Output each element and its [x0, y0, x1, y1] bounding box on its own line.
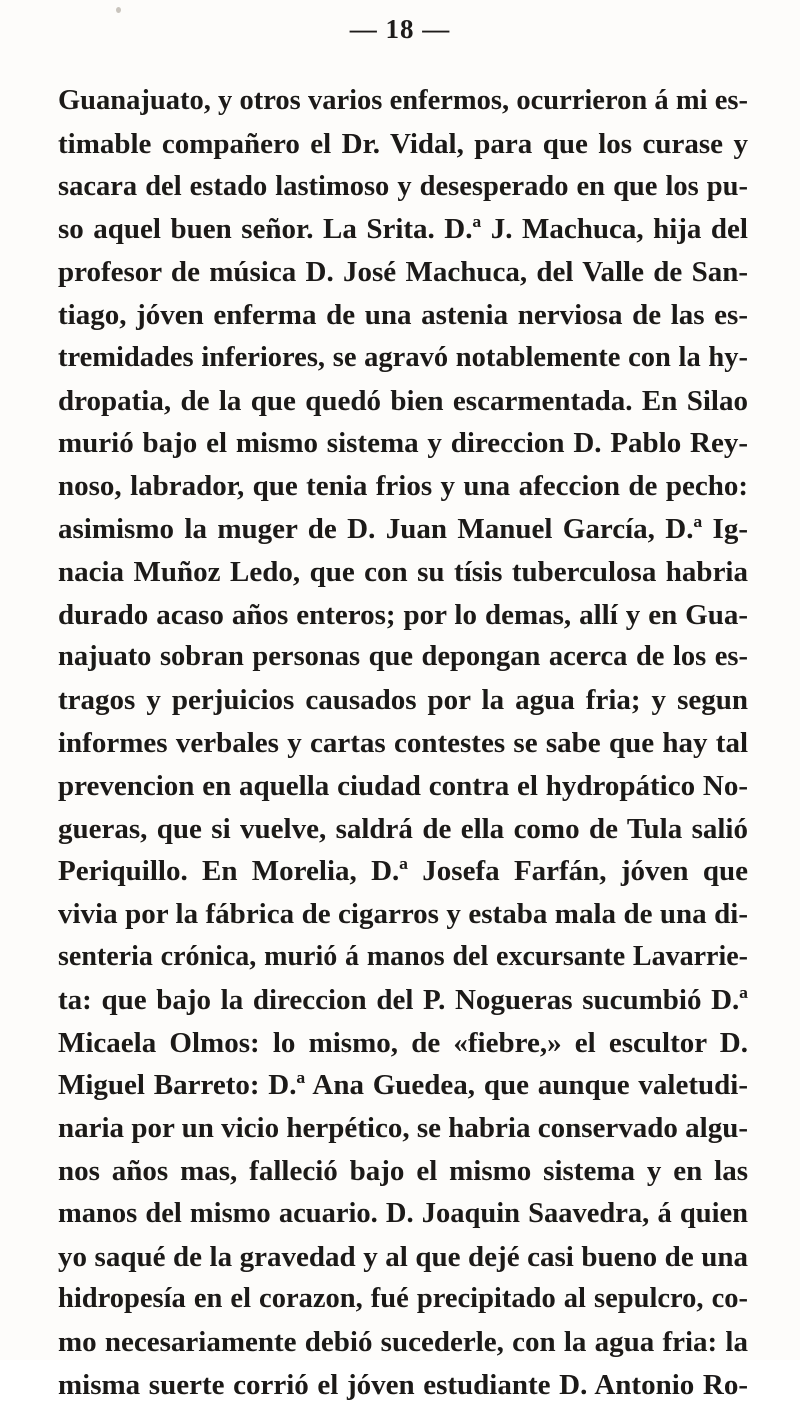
text-line: nacia Muñoz Ledo, que con su tísis tuberculosa habria — [58, 555, 748, 588]
text-line: hidropesía en el corazon, fué precipitado al sepulcro, co- — [58, 1283, 748, 1315]
text-line: mo necesariamente debió sucederle, con la agua fria: la — [58, 1326, 748, 1359]
text-line: Micaela Olmos: lo mismo, de «fiebre,» el escultor D. — [58, 1026, 748, 1059]
text-line: durado acaso años enteros; por lo demas, allí y en Gua- — [58, 598, 748, 631]
text-line: informes verbales y cartas contestes se sabe que hay tal — [58, 726, 748, 759]
text-line: ta: que bajo la direccion del P. Nogueras sucumbió D.ª — [58, 983, 748, 1016]
text-line: Miguel Barreto: D.ª Ana Guedea, que aunque valetudi- — [58, 1069, 748, 1102]
text-line: tragos y perjuicios causados por la agua fria; y segun — [58, 684, 748, 717]
text-line: manos del mismo acuario. D. Joaquin Saavedra, á quien — [58, 1197, 748, 1229]
text-line: dropatia, de la que quedó bien escarmentada. En Silao — [58, 384, 748, 417]
text-line: yo saqué de la gravedad y al que dejé casi bueno de una — [58, 1240, 748, 1273]
text-line: Guanajuato, y otros varios enfermos, ocurrieron á mi es- — [58, 85, 748, 116]
body-text — [58, 80, 748, 1407]
text-line: murió bajo el mismo sistema y direccion D. Pablo Rey- — [58, 427, 748, 460]
text-line: misma suerte corrió el jóven estudiante D. Antonio Ro- — [58, 1368, 748, 1401]
text-line: nos años mas, falleció bajo el mismo sistema y en las — [58, 1154, 748, 1187]
text-line: Periquillo. En Morelia, D.ª Josefa Farfán, jóven que — [58, 855, 748, 888]
text-line: profesor de música D. José Machuca, del Valle de San- — [58, 256, 748, 289]
page-number: — 18 — — [349, 14, 451, 44]
text-line: timable compañero el Dr. Vidal, para que los curase y — [58, 127, 748, 160]
text-line: prevencion en aquella ciudad contra el hydropático No- — [58, 769, 748, 802]
text-line: senteria crónica, murió á manos del excursante Lavarrie- — [58, 940, 748, 972]
text-line: tremidades inferiores, se agravó notablemente con la hy- — [58, 341, 748, 373]
text-line: noso, labrador, que tenia frios y una afeccion de pecho: — [58, 470, 748, 503]
paper-speck — [116, 7, 121, 13]
text-line: najuato sobran personas que depongan acerca de los es- — [58, 641, 748, 673]
text-line: tiago, jóven enferma de una astenia nerviosa de las es- — [58, 298, 748, 331]
text-line: so aquel buen señor. La Srita. D.ª J. Machuca, hija del — [58, 213, 748, 246]
text-line: sacara del estado lastimoso y desesperado en que los pu- — [58, 170, 748, 202]
text-line: naria por un vicio herpético, se habria conservado algu- — [58, 1112, 748, 1145]
text-line: asimismo la muger de D. Juan Manuel García, D.ª Ig- — [58, 512, 748, 545]
text-line: gueras, que si vuelve, saldrá de ella como de Tula salió — [58, 812, 748, 845]
text-line: vivia por la fábrica de cigarros y estaba mala de una di- — [58, 898, 748, 931]
